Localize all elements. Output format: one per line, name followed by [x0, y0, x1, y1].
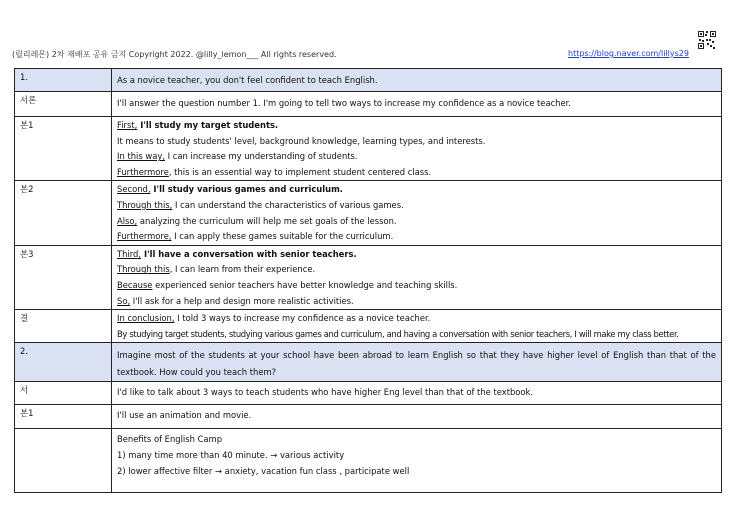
table-row — [15, 382, 722, 405]
row-content: Third, I'll have a conversation with senior teachers. Through this, I can learn from their experience. Because experienced senior teachers have better knowledge and teaching skills. So, I'll ask for a help and design more realistic activities. — [112, 245, 722, 309]
question-row — [15, 343, 722, 382]
question-row — [15, 69, 722, 92]
table-row — [15, 92, 722, 117]
row-label: 서론 — [15, 92, 112, 117]
row-content: I'd like to talk about 3 ways to teach students who have higher Eng level than that of the textbook. — [112, 382, 722, 405]
page-header — [12, 44, 720, 64]
row-label: 서 — [15, 382, 112, 405]
row-content: In conclusion, I told 3 ways to increase my confidence as a novice teacher. By studying target students, studying various games and curriculum, and having a conversation with senior teachers, I will make my class better. — [112, 310, 722, 343]
row-label: 1. — [15, 69, 112, 92]
row-label: 본2 — [15, 181, 112, 245]
row-content: Benefits of English Camp 1) many time more than 40 minute. → various activity 2) lower affective filter → anxiety, vacation fun class , participate well — [112, 429, 722, 493]
row-content: First, I'll study my target students. It means to study students' level, background knowledge, learning types, and interests. In this way, I can increase my understanding of students. Furthermore, this is an essential way to implement student centered class. — [112, 117, 722, 181]
row-label: 본1 — [15, 117, 112, 181]
qr-code-icon — [697, 30, 717, 50]
table-row — [15, 310, 722, 343]
row-label: 본3 — [15, 245, 112, 309]
table-row — [15, 429, 722, 493]
row-content: I'll use an animation and movie. — [112, 405, 722, 429]
copyright-notice: (릴리레몬) 2차 재배포 공유 금지 Copyright 2022. @lilly_lemon___ All rights reserved. — [12, 50, 337, 59]
blog-link[interactable]: https://blog.naver.com/lillys29 — [568, 49, 689, 58]
row-content: I'll answer the question number 1. I'm going to tell two ways to increase my confidence as a novice teacher. — [112, 92, 722, 117]
question-text: Imagine most of the students at your school have been abroad to learn English so that they have higher level of English than that of the textbook. How could you teach them? — [112, 343, 722, 382]
table-row — [15, 405, 722, 429]
row-label: 본1 — [15, 405, 112, 429]
table-row — [15, 181, 722, 245]
question-text: As a novice teacher, you don't feel confident to teach English. — [112, 69, 722, 92]
table-row — [15, 117, 722, 181]
row-label — [15, 429, 112, 493]
row-label: 2. — [15, 343, 112, 382]
table-row — [15, 245, 722, 309]
answer-table — [14, 68, 722, 493]
row-label: 결 — [15, 310, 112, 343]
row-content: Second, I'll study various games and curriculum. Through this, I can understand the characteristics of various games. Also, analyzing the curriculum will help me set goals of the lesson. Furthermore, I can apply these games suitable for the curriculum. — [112, 181, 722, 245]
